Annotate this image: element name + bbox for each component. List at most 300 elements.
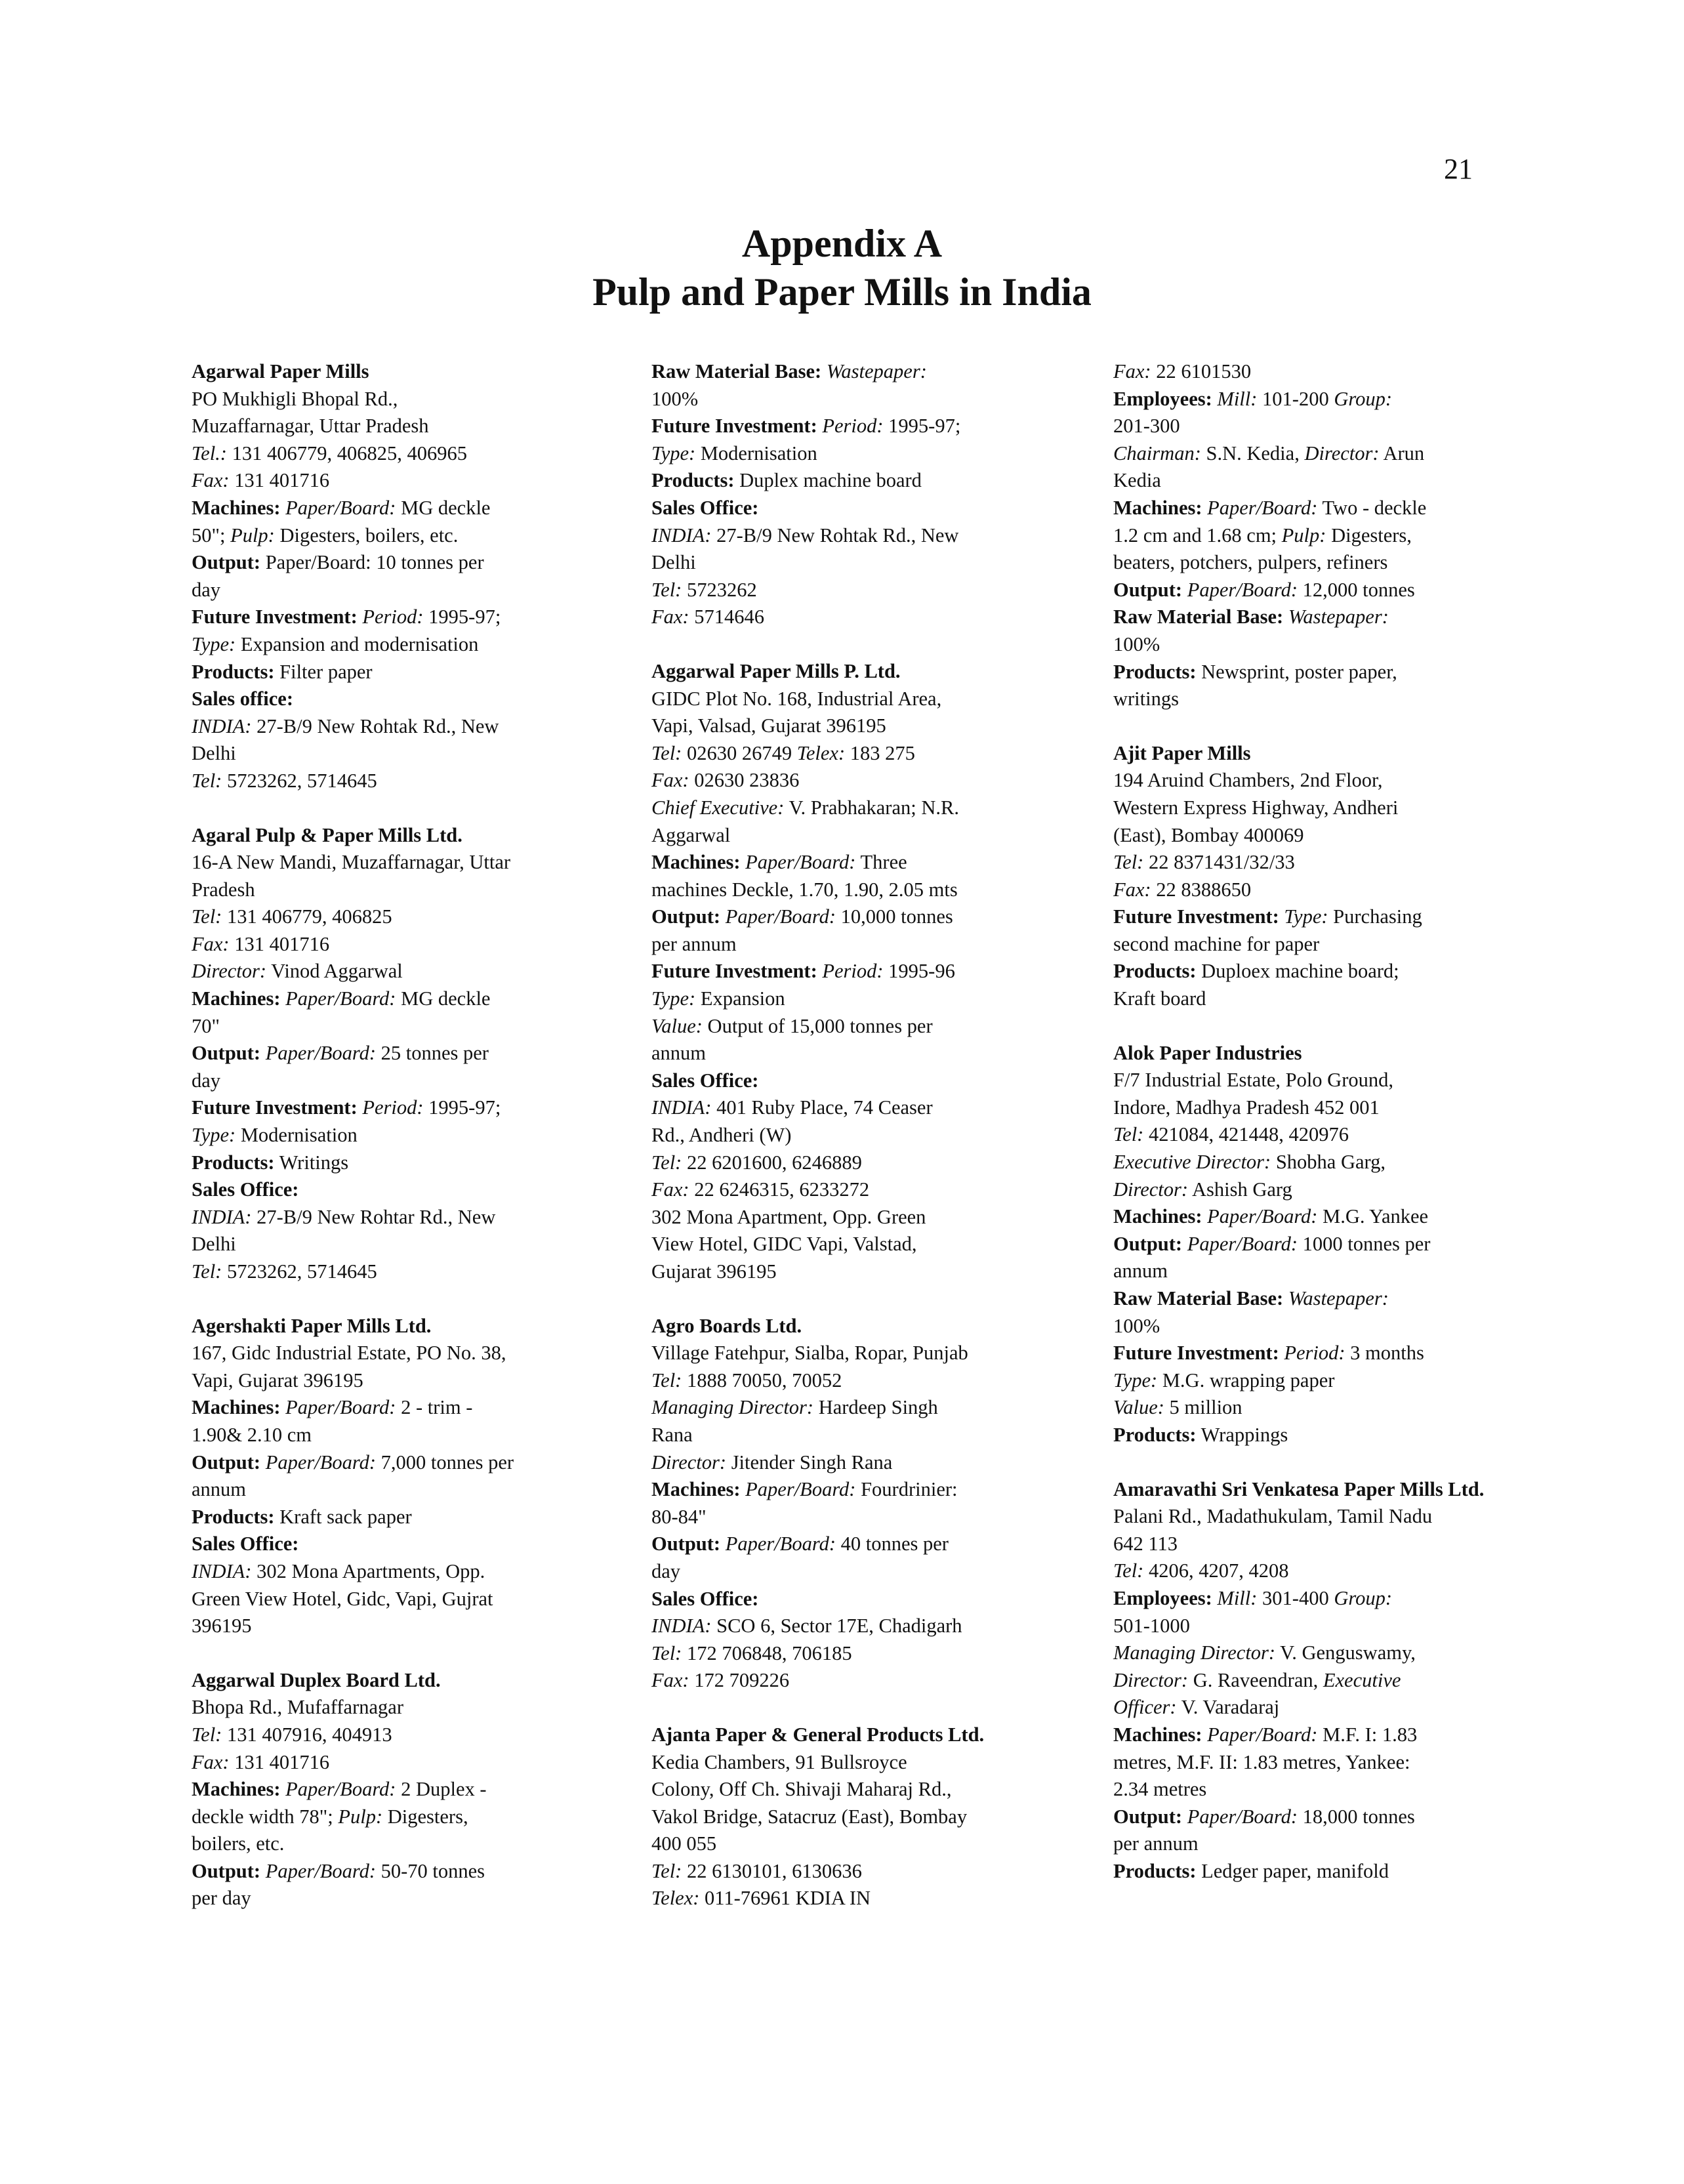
field-value: Wrappings [1196,1423,1288,1446]
entry-line [192,659,585,686]
field-value: Colony, Off Ch. Shivaji Maharaj Rd., [651,1778,952,1801]
entry-line [651,1231,1045,1258]
field-sublabel: Tel: [1113,1123,1144,1146]
field-value: Delhi [192,1233,236,1256]
field-value: 301-400 [1257,1586,1334,1609]
field-value: day [192,578,221,601]
entry-line [1113,767,1507,794]
entry-line [192,440,585,468]
entry-line [192,713,585,741]
field-sublabel: Value: [1113,1396,1164,1419]
entry-line [651,386,1045,413]
field-value: 22 8388650 [1151,878,1252,901]
company-name: Ajanta Paper & General Products Ltd. [651,1723,985,1746]
field-value: View Hotel, GIDC Vapi, Valstad, [651,1233,917,1256]
entry-line [651,467,1045,495]
field-sublabel: Director: [651,1451,727,1473]
field-label: Machines: [1113,1723,1202,1746]
field-value: Modernisation [236,1124,358,1147]
field-value: 131 407916, 404913 [222,1723,392,1746]
entry-line [651,1476,1045,1504]
field-label: Machines: [192,496,281,519]
field-sublabel: Period: [822,415,884,438]
field-sublabel: Director: [1113,1668,1189,1691]
field-label: Output: [1113,1805,1183,1828]
field-sublabel: INDIA: [192,714,252,737]
entry-line [651,712,1045,740]
field-sublabel: Pulp: [230,524,275,546]
entry-line [1113,931,1507,958]
entry-line [651,1040,1045,1067]
field-value: 80-84" [651,1505,707,1528]
entry-line [192,604,585,631]
entry-line [651,794,1045,822]
entry-line [192,1122,585,1149]
directory-entry [651,1313,1045,1695]
field-sublabel: Wastepaper: [1288,606,1389,628]
field-value: 100% [1113,1314,1160,1337]
field-sublabel: Period: [822,960,884,983]
field-sublabel: Pulp: [1281,524,1326,546]
field-label: Raw Material Base: [651,360,822,382]
field-sublabel: Tel.: [192,442,227,464]
directory-entry [651,658,1045,1286]
field-value: day [651,1559,681,1582]
field-value: Digesters, [1326,524,1412,546]
field-value: MG deckle [396,987,491,1010]
page-subtitle: Pulp and Paper Mills in India [592,270,1092,314]
entry-line [1113,1094,1507,1122]
entry-line [651,822,1045,850]
field-value: Jitender Singh Rana [726,1451,893,1473]
field-value: 27-B/9 New Rohtak Rd., New [711,524,959,546]
entry-line [192,1176,585,1204]
entry-line [192,985,585,1013]
field-label: Future Investment: [1113,905,1279,928]
entry-line [1113,849,1507,876]
field-label: Products: [1113,1423,1197,1446]
field-sublabel: Tel: [651,1641,682,1664]
field-value: Duplex machine board [734,469,922,492]
field-sublabel: Fax: [651,606,689,628]
field-value: 22 6201600, 6246889 [682,1151,862,1174]
field-value: 02630 23836 [689,769,800,792]
entry-line [192,1613,585,1640]
field-value: Arun [1379,442,1425,464]
field-sublabel: Fax: [651,1669,689,1692]
field-sublabel: Tel: [192,769,222,792]
field-value: PO Mukhigli Bhopal Rd., [192,387,398,410]
directory-entry [651,358,1045,631]
field-value: Muzaffarnagar, Uttar Pradesh [192,415,429,438]
entry-line [1113,1367,1507,1395]
field-sublabel: Tel: [1113,1559,1144,1582]
field-value: per annum [651,932,737,955]
field-sublabel: Director: [192,960,267,983]
field-sublabel: Tel: [651,578,682,601]
field-sublabel: Paper/Board: [265,1859,377,1882]
field-value: 2.34 metres [1113,1778,1207,1801]
entry-line [1113,1258,1507,1285]
field-sublabel: Director: [1304,442,1380,464]
entry-line [651,903,1045,931]
field-value: machines Deckle, 1.70, 1.90, 2.05 mts [651,878,958,901]
field-value: Vakol Bridge, Satacruz (East), Bombay [651,1805,968,1828]
field-label: Products: [1113,1859,1197,1882]
entry-line [1113,1203,1507,1231]
directory-entry [1113,1040,1507,1449]
field-value [260,1042,266,1064]
field-label: Raw Material Base: [1113,606,1284,628]
field-value [720,905,726,928]
field-sublabel: Fax: [1113,360,1151,382]
field-sublabel: Paper/Board: [745,851,856,874]
field-sublabel: Tel: [651,1859,682,1882]
entry-line [651,1367,1045,1395]
field-label: Output: [1113,1232,1183,1255]
field-value: 70" [192,1014,220,1037]
field-label: Machines: [192,1396,281,1419]
field-label: Future Investment: [651,960,817,983]
field-sublabel: Fax: [1113,878,1151,901]
field-value: 131 406779, 406825, 406965 [226,442,467,464]
field-sublabel: Paper/Board: [725,905,836,928]
entry-line [651,1449,1045,1477]
entry-line [1113,1585,1507,1613]
entry-line [651,413,1045,440]
entry-line [651,1149,1045,1177]
entry-line [192,386,585,413]
field-value: 1888 70050, 70052 [682,1369,842,1391]
entry-line [651,1422,1045,1449]
entry-line [1113,1749,1507,1777]
field-value [1182,579,1187,601]
field-sublabel: Paper/Board: [725,1533,836,1556]
field-value: 302 Mona Apartments, Opp. [251,1559,485,1582]
field-sublabel: Group: [1334,387,1393,410]
field-label: Output: [651,1533,721,1556]
entry-line [651,1258,1045,1286]
entry-line [1113,386,1507,413]
field-sublabel: Period: [362,606,424,628]
field-sublabel: Paper/Board: [1207,1205,1318,1228]
entry-line [192,1040,585,1067]
entry-line [1113,903,1507,931]
entry-line [651,876,1045,904]
column-1 [192,358,585,1939]
field-value: Vapi, Valsad, Gujarat 396195 [651,714,886,737]
company-name: Ajit Paper Mills [1113,741,1251,764]
field-value: (East), Bombay 400069 [1113,823,1304,846]
entry-line [1113,631,1507,659]
entry-line [192,1204,585,1231]
company-name: Agarwal Paper Mills [192,360,369,382]
field-value [1283,1287,1288,1309]
field-sublabel: Paper/Board: [745,1478,856,1501]
field-label: Machines: [192,987,281,1010]
field-value: Green View Hotel, Gidc, Vapi, Gujrat [192,1587,493,1610]
field-value: Three [855,851,907,874]
entry-line [1113,958,1507,985]
field-value: Filter paper [274,660,373,683]
field-sublabel: Paper/Board: [285,1778,396,1801]
field-sublabel: Type: [651,987,696,1010]
field-value: annum [192,1478,247,1501]
entry-line [651,577,1045,604]
entry-line [651,1067,1045,1095]
field-value: S.N. Kedia, [1201,442,1305,464]
entry-line [192,1749,585,1777]
field-value: 1.2 cm and 1.68 cm; [1113,524,1282,546]
company-name: Agaral Pulp & Paper Mills Ltd. [192,823,462,846]
field-value: 302 Mona Apartment, Opp. Green [651,1205,926,1228]
field-value: Gujarat 396195 [651,1260,777,1283]
field-sublabel: Paper/Board: [1187,578,1298,601]
company-name: Alok Paper Industries [1113,1041,1302,1064]
entry-line [1113,522,1507,550]
entry-line [192,631,585,659]
field-sublabel: Executive [1323,1668,1401,1691]
entry-line [192,1476,585,1504]
field-value: Kraft sack paper [274,1505,412,1528]
field-value: Indore, Madhya Pradesh 452 001 [1113,1096,1380,1119]
field-sublabel: Director: [1113,1178,1189,1201]
entry-line [1113,413,1507,440]
field-label: Output: [192,1042,261,1065]
field-value: annum [1113,1260,1168,1283]
entry-line [192,1531,585,1558]
field-value: Kedia [1113,469,1161,492]
field-value: deckle width 78"; [192,1805,339,1828]
field-value: 131 401716 [229,932,330,955]
directory-entry [1113,358,1507,713]
field-sublabel: Type: [1113,1369,1158,1391]
field-value: Expansion and modernisation [236,632,479,655]
field-value: day [192,1069,221,1092]
entry-line [1113,1694,1507,1721]
field-value [260,1451,266,1473]
field-value: 5723262, 5714645 [222,769,377,792]
field-label: Products: [192,660,275,683]
field-value: 172 709226 [689,1669,790,1692]
field-value: 4206, 4207, 4208 [1143,1559,1289,1582]
directory-entry [651,1721,1045,1912]
field-label: Products: [192,1151,275,1174]
field-value [1182,1805,1187,1828]
field-sublabel: Fax: [651,769,689,792]
entry-line [651,1803,1045,1831]
field-sublabel: Paper/Board: [285,1396,396,1419]
field-label: Employees: [1113,387,1212,410]
field-value: Expansion [695,987,785,1010]
field-sublabel: INDIA: [192,1205,252,1228]
entry-line [651,358,1045,386]
entry-line [651,767,1045,794]
field-value: F/7 Industrial Estate, Polo Ground, [1113,1069,1393,1092]
field-value: Bhopa Rd., Mufaffarnagar [192,1696,403,1719]
field-sublabel: Tel: [651,1369,682,1391]
entry-line [1113,1176,1507,1204]
field-label: Machines: [192,1778,281,1801]
field-value [1283,606,1288,628]
field-label: Products: [1113,660,1197,683]
title-block [0,219,1684,316]
field-value: M.G. Yankee [1317,1205,1429,1228]
entry-line [651,1749,1045,1777]
field-value: 02630 26749 [682,741,797,764]
field-value: MG deckle [396,496,491,519]
entry-line [1113,1531,1507,1558]
entry-line [1113,495,1507,522]
entry-line [192,1586,585,1613]
field-sublabel: Period: [1284,1342,1345,1365]
entry-line [192,1694,585,1721]
entry-line [192,958,585,985]
directory-entry [192,822,585,1286]
field-value: 27-B/9 New Rohtak Rd., New [251,714,499,737]
field-sublabel: Paper/Board: [265,1042,377,1065]
field-value: second machine for paper [1113,932,1320,955]
field-sublabel: Mill: [1217,1586,1258,1609]
field-value: 131 401716 [229,469,330,492]
field-value: Purchasing [1328,905,1422,928]
entry-line [651,604,1045,631]
field-value: 5714646 [689,606,764,628]
field-value: 50-70 tonnes [376,1859,485,1882]
field-value: 2 Duplex - [396,1778,487,1801]
entry-line [651,1094,1045,1122]
entry-line [192,1394,585,1422]
entry-line [192,1504,585,1531]
field-value [821,360,827,382]
field-value [720,1533,726,1555]
entry-line [1113,985,1507,1013]
field-value: 1.90& 2.10 cm [192,1423,312,1446]
entry-line [192,1258,585,1286]
field-label: Output: [192,1451,261,1473]
field-sublabel: Paper/Board: [1207,1723,1318,1746]
field-value: 183 275 [845,741,915,764]
entry-line [1113,1067,1507,1094]
page-number: 21 [1444,153,1473,185]
field-value: Ashish Garg [1188,1178,1292,1201]
field-value: 22 8371431/32/33 [1143,851,1295,874]
field-sublabel: Chairman: [1113,442,1201,464]
entry-line [192,1067,585,1095]
field-value: Ledger paper, manifold [1196,1859,1389,1882]
entry-line [1113,1394,1507,1422]
field-value: per day [192,1887,251,1910]
entry-line [192,1340,585,1367]
entry-line [651,686,1045,713]
entry-line [651,1394,1045,1422]
field-label: Machines: [1113,1205,1202,1228]
field-sublabel: INDIA: [651,524,712,546]
field-sublabel: Tel: [651,1151,682,1174]
entry-line [651,931,1045,958]
entry-line [651,985,1045,1013]
entry-line [651,1504,1045,1531]
field-label: Employees: [1113,1586,1212,1609]
entry-line [192,876,585,904]
entry-line [651,958,1045,985]
field-label: Products: [1113,960,1197,983]
directory-entry [1113,1476,1507,1885]
field-value: 1995-96 [883,960,955,983]
field-value: 27-B/9 New Rohtar Rd., New [251,1205,496,1228]
entry-line [651,1830,1045,1858]
entry-line [1113,549,1507,577]
entry-line [1113,358,1507,386]
field-value: Digesters, boilers, etc. [274,524,459,546]
entry-line [1113,1340,1507,1367]
company-name: Aggarwal Duplex Board Ltd. [192,1668,441,1691]
field-value: SCO 6, Sector 17E, Chadigarh [711,1615,962,1638]
field-value: V. Genguswamy, [1275,1641,1416,1664]
field-value: 1995-97; [883,415,961,438]
field-value: GIDC Plot No. 168, Industrial Area, [651,687,942,710]
field-sublabel: Tel: [192,1723,222,1746]
field-value: 421084, 421448, 420976 [1143,1123,1349,1146]
entry-line [651,1776,1045,1803]
field-label: Sales Office: [651,1069,759,1092]
field-value: 12,000 tonnes [1298,578,1415,601]
entry-line [651,1531,1045,1558]
field-sublabel: Type: [651,442,696,464]
entry-line [192,522,585,550]
entry-line [192,903,585,931]
field-label: Machines: [651,851,741,874]
entry-line [651,1858,1045,1885]
field-value: 50"; [192,524,231,546]
field-label: Output: [1113,578,1183,601]
field-value: 22 6246315, 6233272 [689,1178,870,1201]
field-value: Palani Rd., Madathukulam, Tamil Nadu [1113,1505,1433,1528]
entry-line [651,1885,1045,1912]
entry-line [1113,876,1507,904]
field-value: 100% [651,387,699,410]
field-value: 194 Aruind Chambers, 2nd Floor, [1113,769,1383,792]
entry-line [192,1094,585,1122]
field-label: Raw Material Base: [1113,1287,1284,1309]
field-sublabel: Type: [1284,905,1328,928]
field-value: 5723262, 5714645 [222,1260,377,1283]
entry-line [651,1558,1045,1586]
field-sublabel: INDIA: [651,1615,712,1638]
field-sublabel: Mill: [1217,387,1258,410]
entry-line [1113,1803,1507,1831]
field-value: Vinod Aggarwal [266,960,403,983]
field-sublabel: Officer: [1113,1696,1177,1719]
entry-line [192,740,585,768]
field-value: Modernisation [695,442,817,464]
field-label: Machines: [651,1478,741,1501]
field-value: Pradesh [192,878,255,901]
entry-line [192,1885,585,1912]
entry-line [1113,467,1507,495]
entry-line [192,1558,585,1586]
field-value: 16-A New Mandi, Muzaffarnagar, Uttar [192,851,511,874]
field-sublabel: Wastepaper: [1288,1287,1389,1309]
field-value: 1995-97; [423,1096,501,1119]
field-sublabel: Tel: [1113,851,1144,874]
field-value [1182,1233,1187,1255]
field-value: Rana [651,1423,693,1446]
field-label: Machines: [1113,496,1202,519]
field-value: 501-1000 [1113,1614,1190,1637]
field-value: Delhi [192,742,236,765]
field-value: Newsprint, poster paper, [1196,660,1397,683]
